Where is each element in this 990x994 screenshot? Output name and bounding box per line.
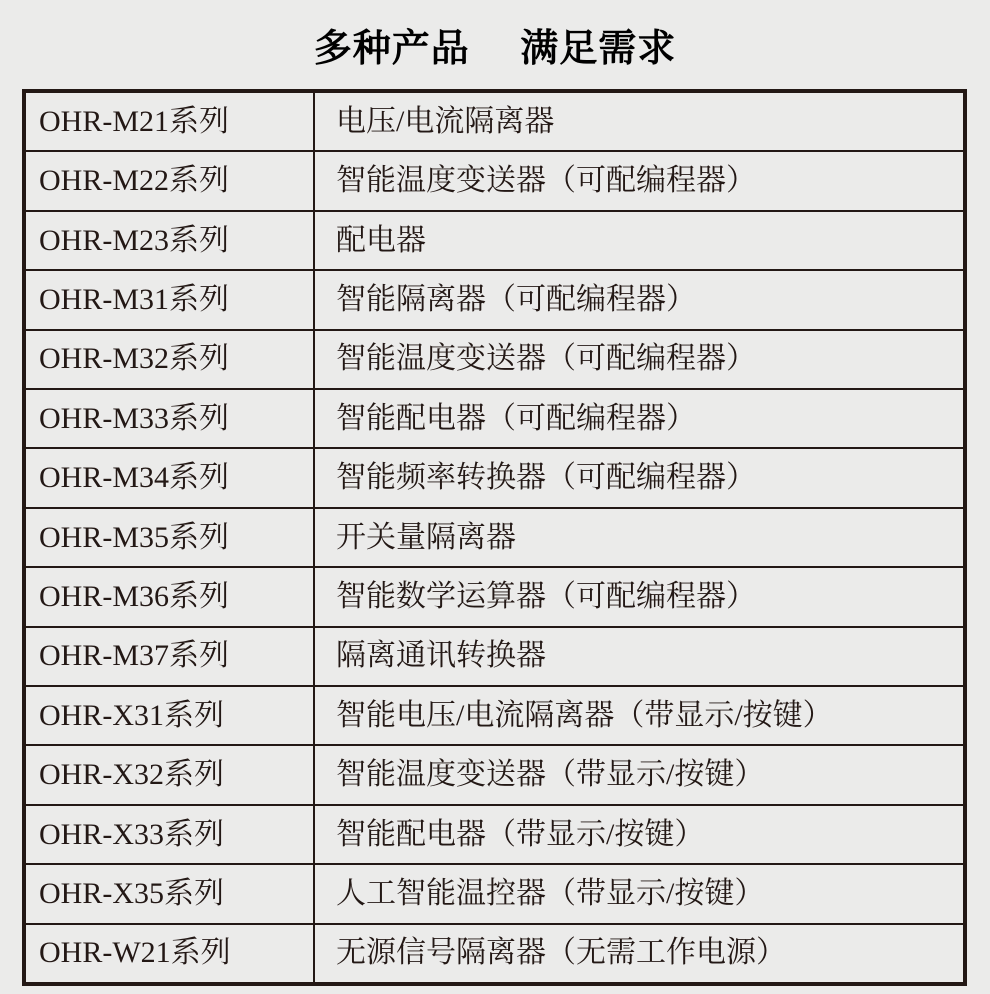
table-row	[26, 152, 963, 211]
series-cell: OHR-M33系列	[26, 390, 315, 447]
series-cell: OHR-M23系列	[26, 212, 315, 269]
series-cell: OHR-M34系列	[26, 449, 315, 506]
series-cell: OHR-M35系列	[26, 509, 315, 566]
series-cell: OHR-X32系列	[26, 746, 315, 803]
page-title: 多种产品 满足需求	[313, 28, 677, 70]
table-row	[26, 628, 963, 687]
series-cell: OHR-X31系列	[26, 687, 315, 744]
product-description-cell: 电压/电流隔离器	[336, 104, 555, 138]
table-row	[26, 925, 963, 982]
table-row	[26, 449, 963, 508]
series-cell: OHR-M21系列	[26, 93, 315, 150]
product-description-cell: 智能电压/电流隔离器（带显示/按键）	[336, 698, 833, 732]
product-description-cell: 智能配电器（带显示/按键）	[336, 817, 705, 851]
table-row	[26, 687, 963, 746]
product-description-cell: 智能隔离器（可配编程器）	[336, 282, 696, 316]
series-cell: OHR-W21系列	[26, 925, 315, 982]
table-row	[26, 509, 963, 568]
table-row	[26, 93, 963, 152]
product-description-cell: 智能数学运算器（可配编程器）	[336, 579, 756, 613]
series-cell: OHR-M37系列	[26, 628, 315, 685]
product-description-cell: 无源信号隔离器（无需工作电源）	[336, 936, 786, 970]
product-description-cell: 隔离通讯转换器	[336, 639, 546, 673]
product-description-cell: 智能频率转换器（可配编程器）	[336, 461, 756, 495]
product-description-cell: 人工智能温控器（带显示/按键）	[336, 876, 765, 910]
table-row	[26, 568, 963, 627]
series-cell: OHR-X35系列	[26, 865, 315, 922]
series-cell: OHR-M32系列	[26, 331, 315, 388]
table-row	[26, 331, 963, 390]
table-row	[26, 806, 963, 865]
product-description-cell: 智能配电器（可配编程器）	[336, 401, 696, 435]
series-cell: OHR-X33系列	[26, 806, 315, 863]
table-row	[26, 271, 963, 330]
product-table	[22, 89, 967, 986]
product-description-cell: 智能温度变送器（可配编程器）	[336, 342, 756, 376]
table-row	[26, 865, 963, 924]
series-cell: OHR-M36系列	[26, 568, 315, 625]
series-cell: OHR-M31系列	[26, 271, 315, 328]
product-description-cell: 智能温度变送器（可配编程器）	[336, 164, 756, 198]
table-row	[26, 212, 963, 271]
table-row	[26, 390, 963, 449]
product-description-cell: 开关量隔离器	[336, 520, 516, 554]
product-description-cell: 智能温度变送器（带显示/按键）	[336, 758, 765, 792]
table-row	[26, 746, 963, 805]
product-description-cell: 配电器	[336, 223, 426, 257]
series-cell: OHR-M22系列	[26, 152, 315, 209]
